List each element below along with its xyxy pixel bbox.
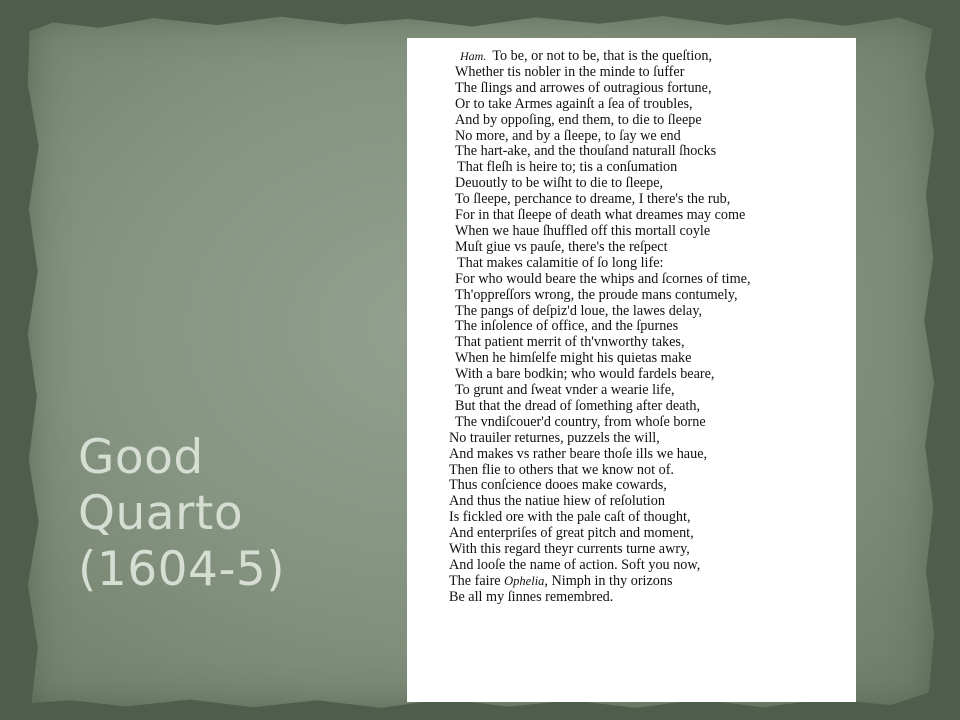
verse-line: Is fickled ore with the pale caſt of thought, [449,509,691,526]
character-name-ophelia: Ophelia [504,573,545,588]
verse-line: And thus the natiue hiew of reſolution [449,493,665,510]
slide-title [78,430,358,598]
verse-line: With this regard theyr currents turne awry, [449,541,690,558]
verse-line: With a bare bodkin; who would fardels beare, [455,366,715,383]
verse-line: Whether tis nobler in the minde to ſuffer [455,63,685,80]
verse-line: The pangs of deſpiz'd loue, the lawes delay, [455,302,703,319]
verse-line: To grunt and ſweat vnder a wearie life, [455,382,675,399]
verse-line: But that the dread of ſomething after death, [455,397,701,414]
verse-line-text: To be, or not to be, that is the queſtion, [492,48,713,64]
verse-line: No trauiler returnes, puzzels the will, [449,429,660,446]
verse-line: Then flie to others that we know not of. [449,461,674,478]
verse-line: Thus conſcience dooes make cowards, [449,477,667,494]
slide-title-line-3: (1604-5) [78,542,286,597]
verse-line: Th'oppreſſors wrong, the proude mans contumely, [455,286,738,303]
verse-line: When we haue ſhuffled off this mortall coyle [455,222,711,239]
verse-line: That fleſh is heire to; tis a conſumation [457,159,678,176]
verse-line: The inſolence of office, and the ſpurnes [455,318,679,335]
verse-line: Deuoutly to be wiſht to die to ſleepe, [455,175,664,192]
verse-line: No more, and by a ſleepe, to ſay we end [455,127,681,144]
verse-line: For who would beare the whips and ſcornes of time, [455,270,751,287]
verse-line: Muſt giue vs pauſe, there's the reſpect [455,238,668,255]
verse-line: And looſe the name of action. Soft you now, [449,557,701,573]
verse-line: That patient merrit of th'vnworthy takes, [455,334,685,351]
verse-line: For in that ſleepe of death what dreames may come [455,207,746,224]
soliloquy-text [449,48,751,606]
verse-line: To ſleepe, perchance to dreame, I there's the rub, [455,191,731,208]
verse-line-text: The faire [449,572,505,589]
verse-line: And makes vs rather beare thoſe ills we haue, [449,445,708,462]
verse-line-text: , Nimph in thy orizons [544,572,673,589]
verse-line: And by oppoſing, end them, to die to ſleepe [455,111,702,128]
verse-line: The vndiſcouer'd country, from whoſe borne [455,413,706,430]
verse-line: Or to take Armes againſt a ſea of troubles, [455,95,693,112]
quarto-page-image [407,38,856,702]
verse-line [455,49,751,65]
verse-line: The ſlings and arrowes of outragious fortune, [455,79,712,96]
verse-line: Be all my ſinnes remembred. [449,588,614,605]
slide-title-line-2: Quarto [78,486,244,541]
verse-line: That makes calamitie of ſo long life: [457,254,664,271]
verse-line: The hart-ake, and the thouſand naturall ſhocks [455,143,717,160]
verse-line: And enterpriſes of great pitch and moment, [449,525,694,542]
speaker-prefix: Ham. [460,49,487,63]
verse-line [449,574,751,590]
slide-title-line-1: Good [78,430,204,485]
verse-line: When he himſelfe might his quietas make [455,350,692,367]
